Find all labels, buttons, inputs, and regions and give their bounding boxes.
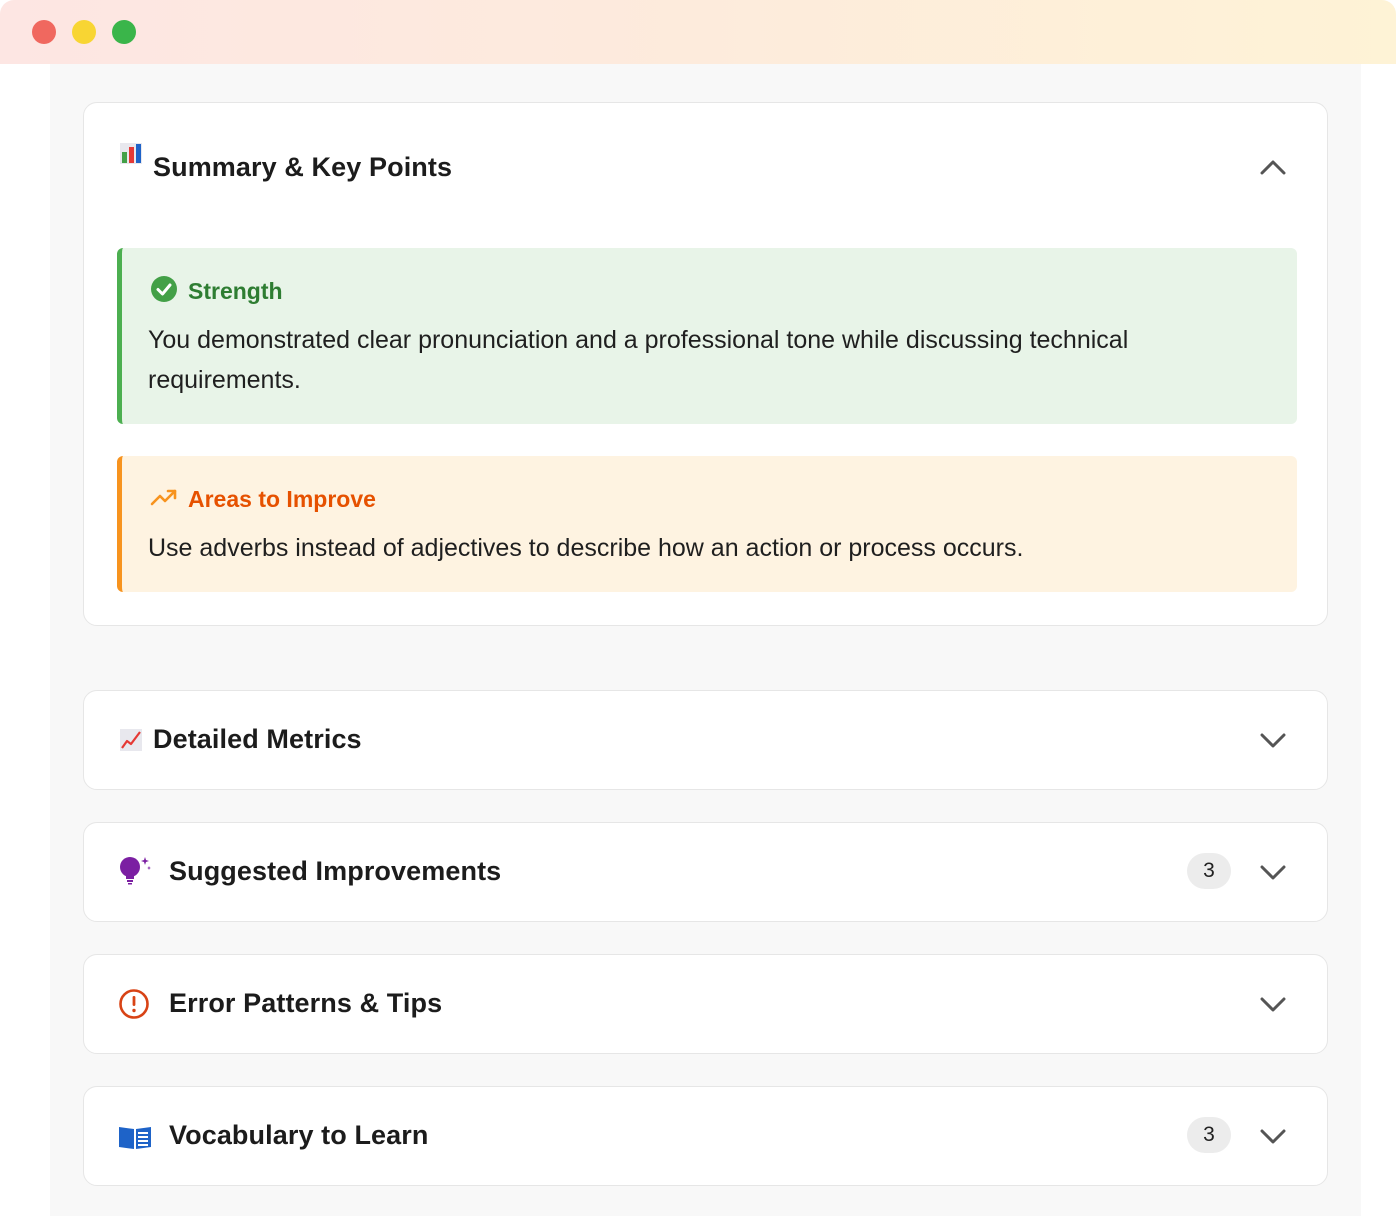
strength-text: You demonstrated clear pronunciation and a professional tone while discussing technical requirements. bbox=[148, 326, 1129, 394]
check-circle-icon bbox=[150, 275, 178, 308]
chevron-down-icon[interactable] bbox=[1259, 859, 1287, 887]
title-bar bbox=[0, 0, 1396, 64]
vocabulary-count-badge: 3 bbox=[1187, 1117, 1231, 1153]
improve-callout bbox=[117, 456, 1297, 592]
bar-chart-icon bbox=[118, 140, 144, 166]
summary-title: Summary & Key Points bbox=[153, 152, 453, 182]
improve-text: Use adverbs instead of adjectives to describe how an action or process occurs. bbox=[148, 534, 1024, 562]
lightbulb-icon bbox=[117, 855, 153, 887]
strength-label: Strength bbox=[188, 277, 283, 304]
metrics-header[interactable] bbox=[84, 691, 1327, 787]
vocabulary-title: Vocabulary to Learn bbox=[169, 1120, 429, 1150]
strength-callout bbox=[117, 248, 1297, 424]
feedback-panel bbox=[50, 64, 1361, 1216]
suggestions-title: Suggested Improvements bbox=[169, 856, 502, 886]
trending-up-icon bbox=[150, 487, 178, 512]
chevron-down-icon[interactable] bbox=[1259, 727, 1287, 755]
suggestions-card[interactable] bbox=[83, 822, 1328, 922]
line-chart-icon bbox=[118, 727, 144, 753]
suggestions-count-badge: 3 bbox=[1187, 853, 1231, 889]
maximize-window-button[interactable] bbox=[112, 20, 136, 44]
improve-label: Areas to Improve bbox=[188, 485, 376, 512]
vocabulary-header[interactable] bbox=[84, 1087, 1327, 1183]
errors-title: Error Patterns & Tips bbox=[169, 988, 443, 1018]
metrics-title: Detailed Metrics bbox=[153, 724, 362, 754]
close-window-button[interactable] bbox=[32, 20, 56, 44]
errors-header[interactable] bbox=[84, 955, 1327, 1051]
suggestions-header[interactable] bbox=[84, 823, 1327, 919]
chevron-up-icon[interactable] bbox=[1259, 153, 1287, 181]
book-icon bbox=[117, 1123, 153, 1151]
summary-card bbox=[83, 102, 1328, 626]
metrics-card[interactable] bbox=[83, 690, 1328, 790]
chevron-down-icon[interactable] bbox=[1259, 1123, 1287, 1151]
alert-circle-icon bbox=[118, 988, 150, 1020]
summary-header[interactable] bbox=[84, 103, 1327, 199]
vocabulary-card[interactable] bbox=[83, 1086, 1328, 1186]
chevron-down-icon[interactable] bbox=[1259, 991, 1287, 1019]
errors-card[interactable] bbox=[83, 954, 1328, 1054]
minimize-window-button[interactable] bbox=[72, 20, 96, 44]
